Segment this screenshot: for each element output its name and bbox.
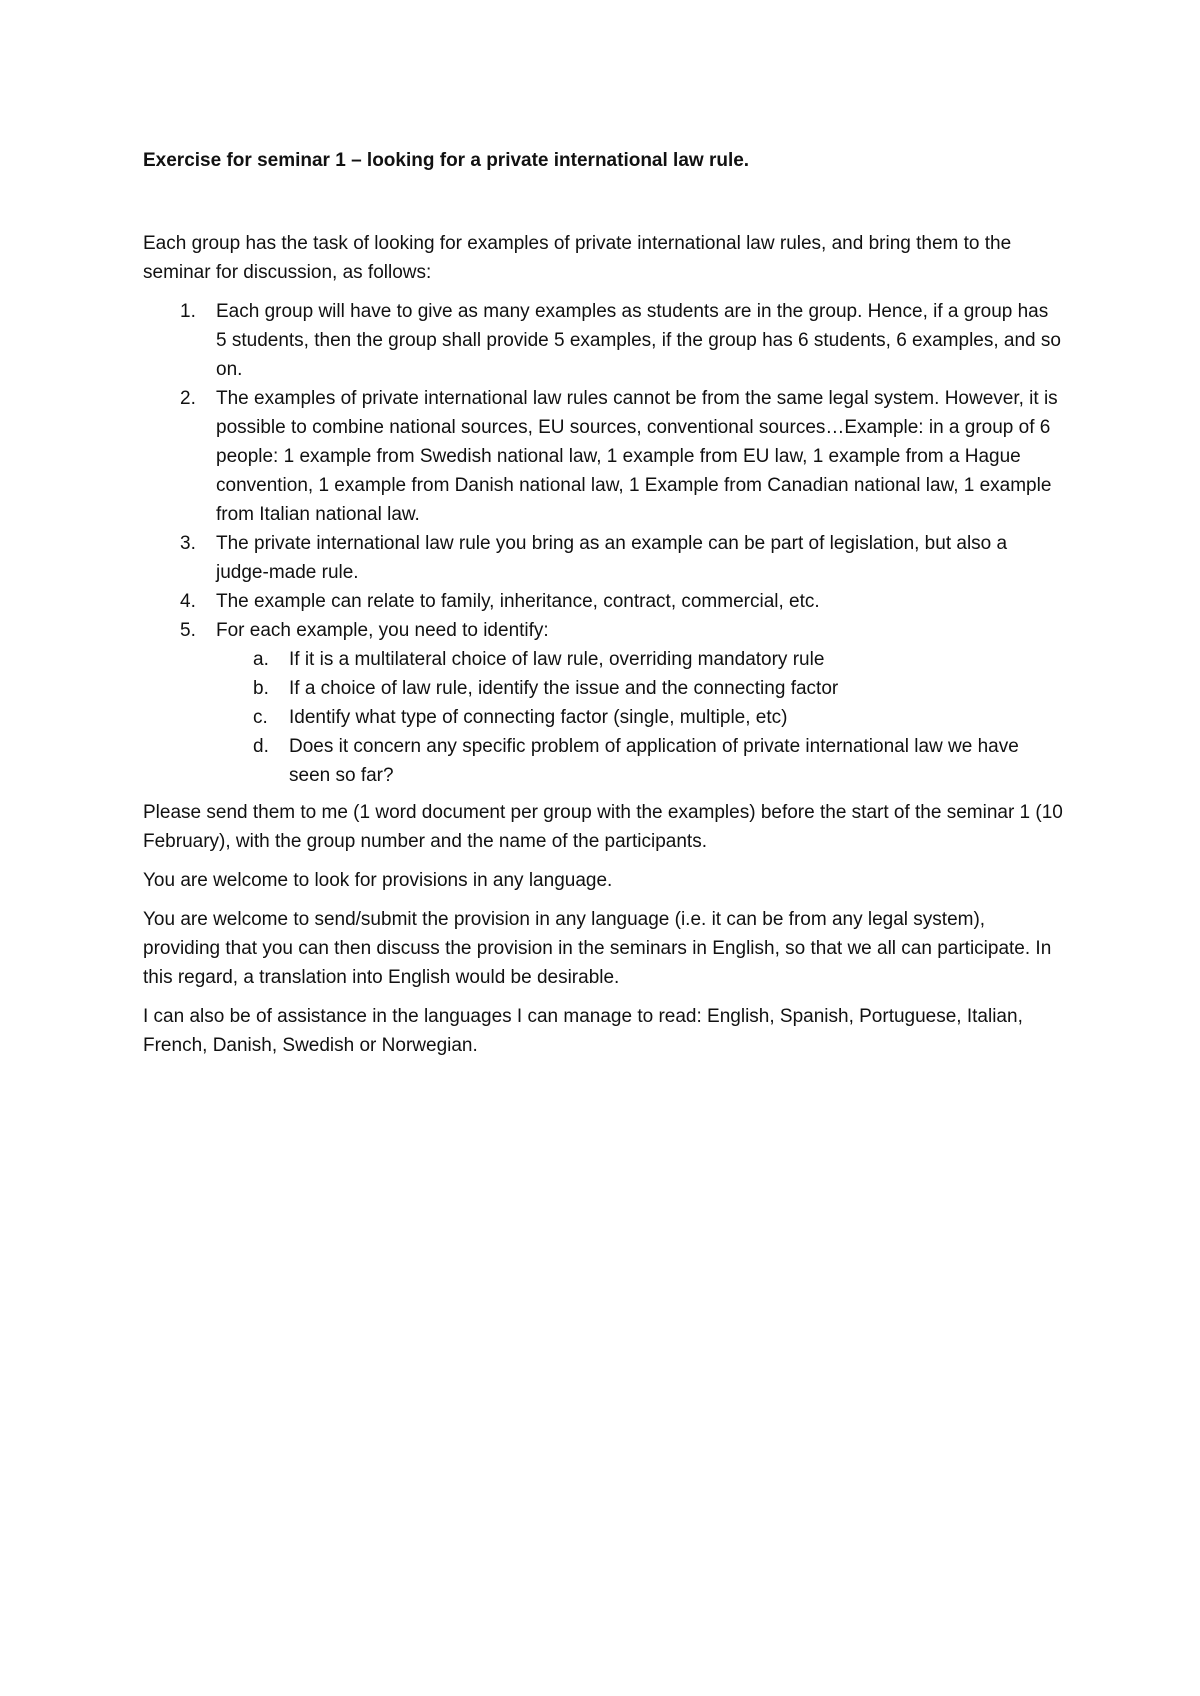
intro-paragraph: Each group has the task of looking for examples of private international law rules, and bring them to the seminar for discussion, as follows: xyxy=(143,233,1012,283)
list-item-number: 2. xyxy=(180,388,196,409)
list-item xyxy=(143,529,1063,587)
list-item-text: For each example, you need to identify: xyxy=(216,620,549,641)
sublist-item xyxy=(216,732,1063,790)
lettered-sublist xyxy=(216,645,1063,790)
sublist-item xyxy=(216,674,1063,703)
sublist-item xyxy=(216,703,1063,732)
document-title: Exercise for seminar 1 – looking for a private international law rule. xyxy=(143,150,750,171)
document-body xyxy=(143,146,1063,1070)
sublist-item xyxy=(216,645,1063,674)
list-item xyxy=(143,587,1063,616)
list-item-number: 4. xyxy=(180,591,196,612)
list-item xyxy=(143,384,1063,529)
list-item-text: Each group will have to give as many examples as students are in the group. Hence, if a group has 5 students, then the group shall provide 5 examples, if the group has 6 students, 6 examples, and so on. xyxy=(216,301,1061,380)
sublist-item-text: Identify what type of connecting factor (single, multiple, etc) xyxy=(289,707,788,728)
paragraph-assistance: I can also be of assistance in the languages I can manage to read: English, Spanish, Portuguese, Italian, French, Danish, Swedish or Norwegian. xyxy=(143,1006,1023,1056)
sublist-item-letter: a. xyxy=(253,649,269,670)
list-item xyxy=(143,297,1063,384)
sublist-item-letter: d. xyxy=(253,736,269,757)
paragraph-language-search: You are welcome to look for provisions in any language. xyxy=(143,870,613,891)
list-item-number: 5. xyxy=(180,620,196,641)
sublist-item-text: If it is a multilateral choice of law rule, overriding mandatory rule xyxy=(289,649,825,670)
list-item xyxy=(143,616,1063,790)
sublist-item-letter: b. xyxy=(253,678,269,699)
list-item-text: The example can relate to family, inheritance, contract, commercial, etc. xyxy=(216,591,820,612)
list-item-text: The private international law rule you bring as an example can be part of legislation, but also a judge-made rule. xyxy=(216,533,1008,583)
list-item-number: 3. xyxy=(180,533,196,554)
sublist-item-text: Does it concern any specific problem of application of private international law we have seen so far? xyxy=(289,736,1019,786)
sublist-item-text: If a choice of law rule, identify the issue and the connecting factor xyxy=(289,678,839,699)
list-item-number: 1. xyxy=(180,301,196,322)
list-item-text: The examples of private international law rules cannot be from the same legal system. However, it is possible to combine national sources, EU sources, conventional sources…Example: in a group of 6 people: 1 example from Swedish national law, 1 example from EU law, 1 example from a Hague convention, 1 example from Danish national law, 1 Example from Canadian national law, 1 example from Italian national law. xyxy=(216,388,1058,525)
numbered-list xyxy=(143,297,1063,790)
paragraph-language-submit: You are welcome to send/submit the provision in any language (i.e. it can be from any legal system), providing that you can then discuss the provision in the seminars in English, so that we all can participate. In this regard, a translation into English would be desirable. xyxy=(143,909,1052,988)
paragraph-submission: Please send them to me (1 word document per group with the examples) before the start of the seminar 1 (10 February), with the group number and the name of the participants. xyxy=(143,802,1063,852)
sublist-item-letter: c. xyxy=(253,707,268,728)
